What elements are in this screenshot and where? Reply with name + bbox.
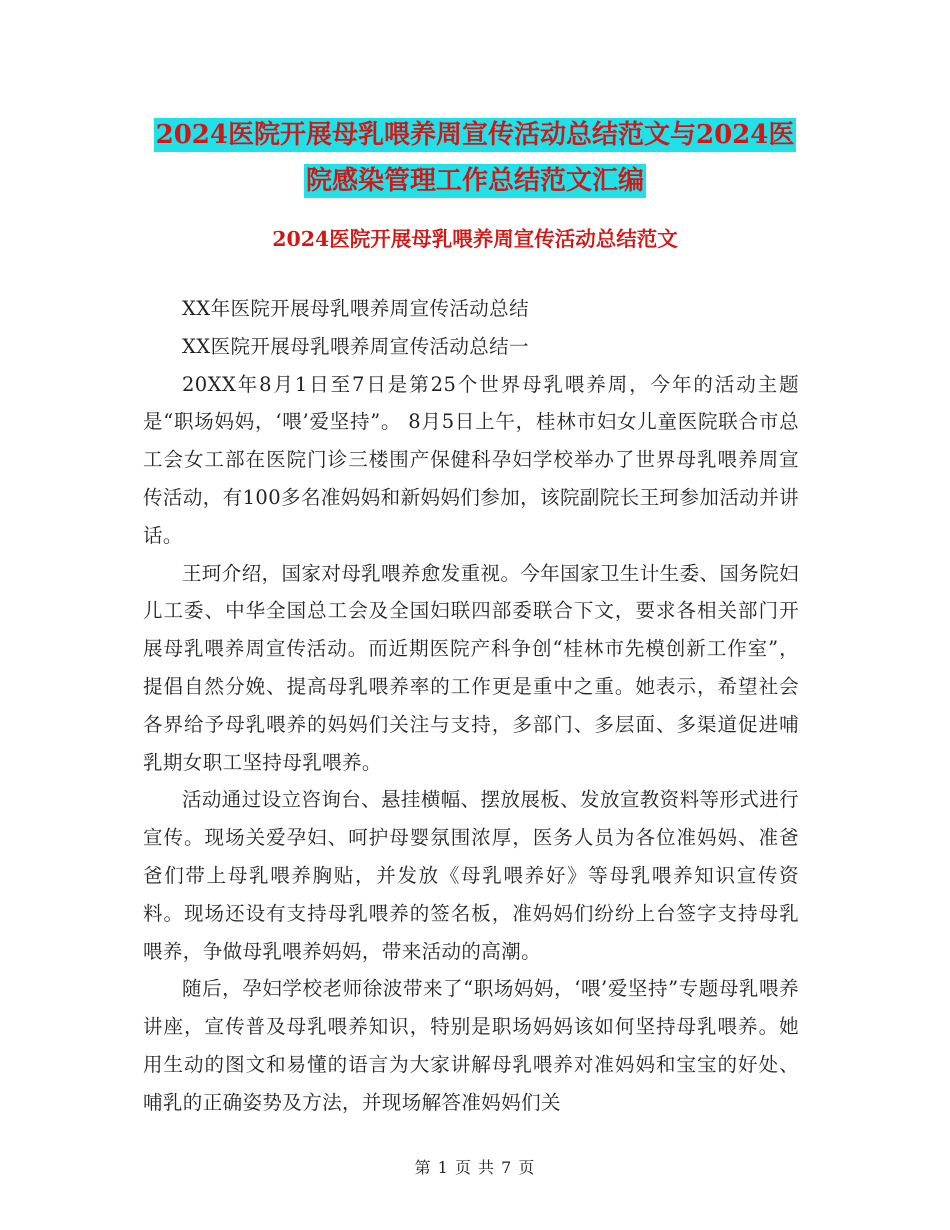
- section-title: 2024医院开展母乳喂养周宣传活动总结范文: [272, 227, 678, 251]
- document-title: [130, 112, 820, 204]
- document-body: [143, 290, 799, 1122]
- body-paragraph: XX医院开展母乳喂养周宣传活动总结一: [182, 334, 529, 358]
- document-title-line-2: 院感染管理工作总结范文汇编: [305, 166, 644, 196]
- body-paragraph: 王珂介绍，国家对母乳喂养愈发重视。今年国家卫生计生委、国务院妇儿工委、中华全国总工会及全国妇联四部委联合下文，要求各相关部门开展母乳喂养周宣传活动。而近期医院产科争创“桂林市先模创新工作室”，提倡自然分娩、提高母乳喂养率的工作更是重中之重。她表示，希望社会各界给予母乳喂养的妈妈们关注与支持，多部门、多层面、多渠道促进哺乳期女职工坚持母乳喂养。: [143, 561, 799, 774]
- document-title-line-1: 2024医院开展母乳喂养周宣传活动总结范文与2024医: [155, 120, 795, 150]
- body-paragraph: XX年医院开展母乳喂养周宣传活动总结: [182, 297, 529, 320]
- body-paragraph: 随后，孕妇学校老师徐波带来了“职场妈妈，‘喂’爱坚持”专题母乳喂养讲座，宣传普及母乳喂养知识，特别是职场妈妈该如何坚持母乳喂养。她用生动的图文和易懂的语言为大家讲解母乳喂养对准妈妈和宝宝的好处、哺乳的正确姿势及方法，并现场解答准妈妈们关: [143, 977, 799, 1114]
- body-paragraph: 活动通过设立咨询台、悬挂横幅、摆放展板、发放宣教资料等形式进行宣传。现场关爱孕妇、呵护母婴氛围浓厚，医务人员为各位准妈妈、准爸爸们带上母乳喂养胸贴，并发放《母乳喂养好》等母乳喂养知识宣传资料。现场还设有支持母乳喂养的签名板，准妈妈们纷纷上台签字支持母乳喂养，争做母乳喂养妈妈，带来活动的高潮。: [143, 788, 799, 963]
- page-footer: 第 1 页 共 7 页: [414, 1158, 536, 1177]
- body-paragraph: 20XX年8月1日至7日是第25个世界母乳喂养周，今年的活动主题是“职场妈妈，‘喂’爱坚持”。 8月5日上午，桂林市妇女儿童医院联合市总工会女工部在医院门诊三楼围产保健科孕妇学校举办了世界母乳喂养周宣传活动，有100多名准妈妈和新妈妈们参加，该院副院长王珂参加活动并讲话。: [143, 372, 799, 547]
